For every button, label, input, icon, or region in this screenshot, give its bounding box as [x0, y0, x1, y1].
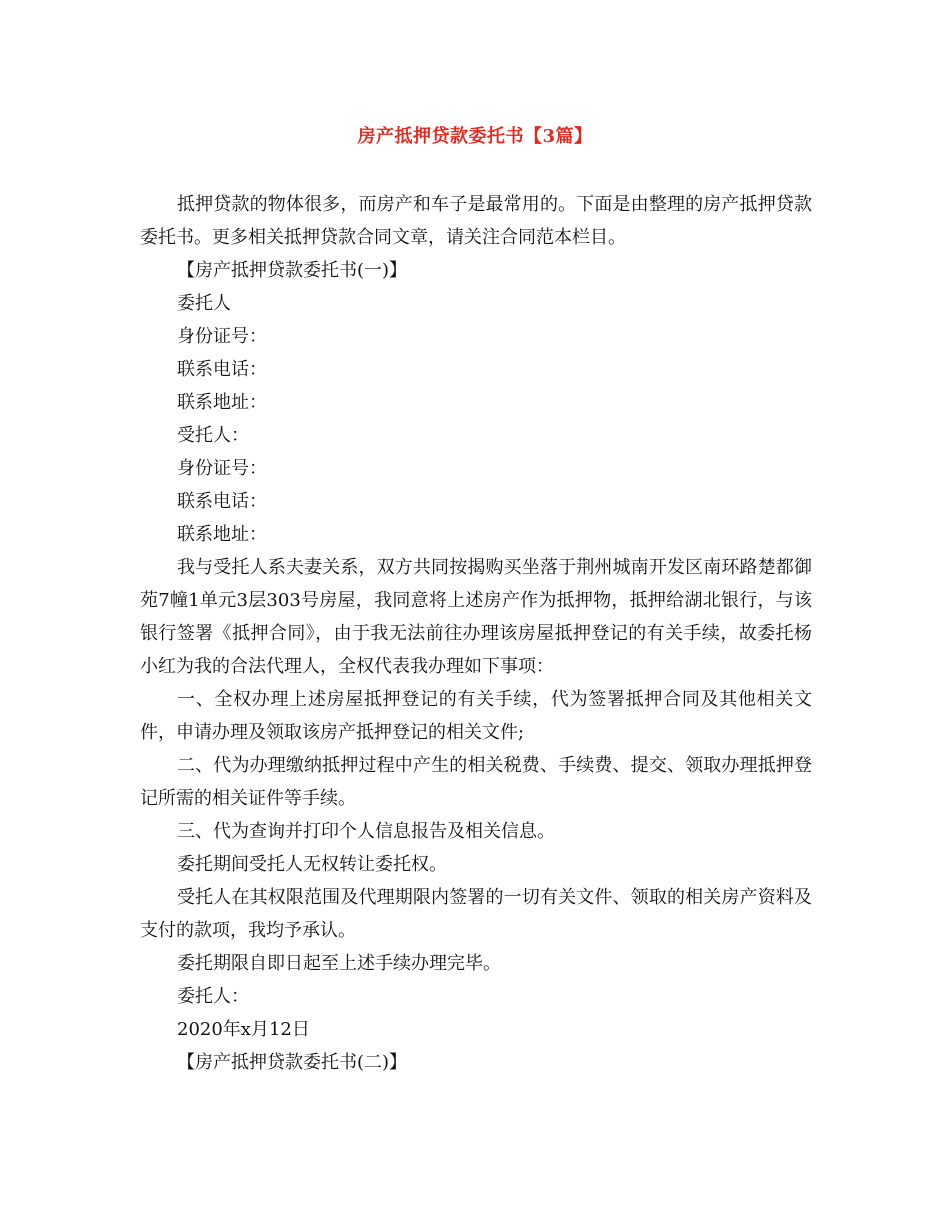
principal-address-label: 联系地址：	[177, 392, 267, 413]
agent-label: 受托人：	[177, 425, 249, 446]
section-heading-2: 【房产抵押贷款委托书(二)】	[177, 1052, 408, 1073]
authorized-item-1: 一、全权办理上述房屋抵押登记的有关手续，代为签署抵押合同及其他相关文件，申请办理及领取该房产抵押登记的相关文件;	[140, 689, 812, 743]
authorization-paragraph: 我与受托人系夫妻关系，双方共同按揭购买坐落于荆州城南开发区南环路楚都御苑7幢1单元3层303号房屋，我同意将上述房产作为抵押物，抵押给湖北银行，与该银行签署《抵押合同》，由于我无法前往办理该房屋抵押登记的有关手续，故委托杨小红为我的合法代理人，全权代表我办理如下事项：	[140, 557, 812, 677]
signature-label: 委托人：	[177, 986, 249, 1007]
authorized-item-2: 二、代为办理缴纳抵押过程中产生的相关税费、手续费、提交、领取办理抵押登记所需的相关证件等手续。	[140, 755, 812, 809]
agent-phone-label: 联系电话：	[177, 491, 267, 512]
agent-id-number-label: 身份证号：	[177, 458, 267, 479]
intro-paragraph: 抵押贷款的物体很多，而房产和车子是最常用的。下面是由整理的房产抵押贷款委托书。更多相关抵押贷款合同文章，请关注合同范本栏目。	[140, 194, 812, 248]
acknowledgement-clause: 受托人在其权限范围及代理期限内签署的一切有关文件、领取的相关房产资料及支付的款项，我均予承认。	[140, 887, 812, 941]
principal-label: 委托人	[177, 293, 231, 314]
agent-address-label: 联系地址：	[177, 524, 267, 545]
signature-date: 2020年x月12日	[177, 1019, 310, 1040]
principal-phone-label: 联系电话：	[177, 359, 267, 380]
document-body	[140, 188, 812, 1079]
section-heading-1: 【房产抵押贷款委托书(一)】	[177, 260, 408, 281]
no-transfer-clause: 委托期间受托人无权转让委托权。	[177, 854, 447, 875]
document-title: 房产抵押贷款委托书【3篇】	[357, 126, 593, 147]
term-clause: 委托期限自即日起至上述手续办理完毕。	[177, 953, 501, 974]
principal-id-number-label: 身份证号：	[177, 326, 267, 347]
authorized-item-3: 三、代为查询并打印个人信息报告及相关信息。	[177, 821, 555, 842]
